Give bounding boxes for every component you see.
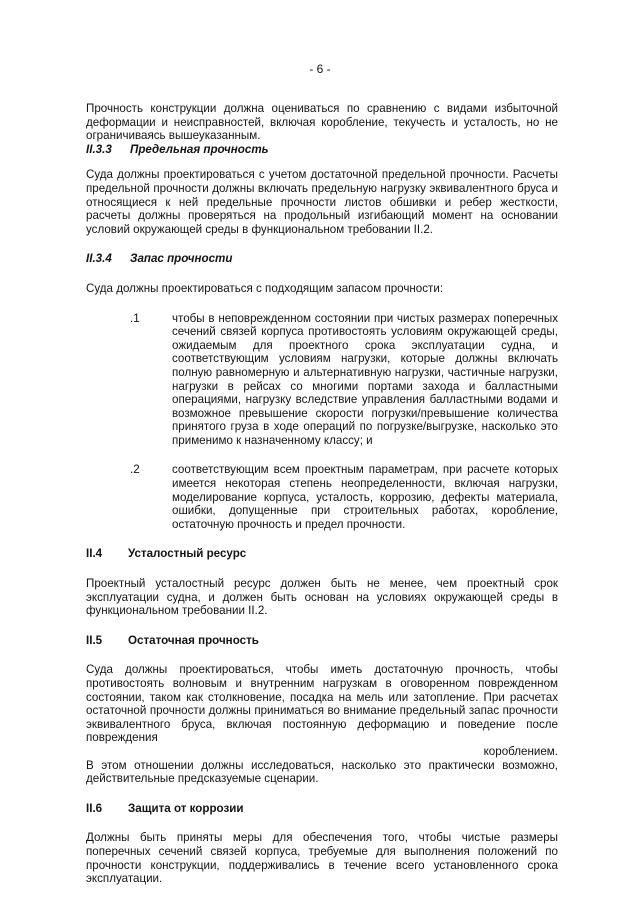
section-heading-ii-5: [86, 634, 558, 648]
safety-margin-lead: Суда должны проектироваться с подходящим запасом прочности:: [86, 281, 444, 295]
section-number: II.4: [86, 547, 103, 561]
section-number: II.3.3: [86, 142, 112, 156]
section-title: Запас прочности: [130, 252, 233, 266]
page-number: - 6 -: [309, 62, 331, 76]
section-heading-ii-6: [86, 802, 558, 816]
section-title: Остаточная прочность: [128, 633, 259, 647]
section-title: Защита от коррозии: [128, 801, 244, 815]
corrosion-protection-paragraph: Должны быть приняты меры для обеспечения того, чтобы чистые размеры поперечных сечений связей корпуса, требуемые для выполнения положений по прочности конструкции, поддерживались в течение всего установленного срока эксплуатации.: [86, 831, 558, 886]
ultimate-strength-paragraph: Суда должны проектироваться с учетом достаточной предельной прочности. Расчеты предельной прочности должны включать предельную нагрузку эквивалентного бруса и относящиеся к ней предельные прочности листов обшивки и ребер жесткости, расчеты должны проверяться на продольный изгибающий момент на основании условий окружающей среды в функциональном требовании II.2.: [86, 168, 558, 236]
document-body: [86, 102, 558, 886]
list-item-number: .2: [130, 463, 140, 477]
list-item-number: .1: [130, 311, 140, 325]
section-number: II.5: [86, 633, 103, 647]
list-item-text: чтобы в неповрежденном состоянии при чистых размерах поперечных сечений связей корпуса противостоять условиям окружающей среды, ожидаемым для проектного срока эксплуатации судна, и соответствующим условиям нагрузки, которые должны включать полную равномерную и альтернативную нагрузки, частичные нагрузки, нагрузки в рейсах со многими портами захода и балластными операциями, нагрузку вследствие управления балластными водами и возможное превышение скорости погрузки/превышение количества принятого груза в ходе операций по погрузке/выгрузке, насколько это применимо к назначенному классу; и: [172, 311, 558, 447]
list-item-text: соответствующим всем проектным параметрам, при расчете которых имеется некоторая степень неопределенности, включая нагрузки, моделирование корпуса, усталость, коррозию, дефекты материала, ошибки, допущенные при строительных работах, коробление, остаточную прочность и предел прочности.: [172, 463, 558, 531]
list-item: [86, 312, 558, 448]
fatigue-life-paragraph: Проектный усталостный ресурс должен быть не менее, чем проектный срок эксплуатации судна, и должен быть основан на условиях окружающей среды в функциональном требовании II.2.: [86, 577, 558, 618]
intro-paragraph: Прочность конструкции должна оцениваться по сравнению с видами избыточной деформации и неисправностей, включая коробление, текучесть и усталость, но не ограничиваясь вышеуказанным.: [86, 102, 558, 143]
section-heading-ii-3-3: [86, 143, 558, 157]
section-title: Предельная прочность: [130, 142, 269, 156]
residual-strength-tail: короблением.: [483, 744, 558, 758]
section-heading-ii-4: [86, 547, 558, 561]
section-number: II.6: [86, 801, 103, 815]
list-item: [86, 463, 558, 531]
residual-strength-paragraph-2: В этом отношении должны исследоваться, насколько это практически возможно, действительные предсказуемые сценарии.: [86, 758, 558, 786]
section-title: Усталостный ресурс: [128, 547, 247, 561]
section-number: II.3.4: [86, 252, 112, 266]
residual-strength-paragraph: Суда должны проектироваться, чтобы иметь достаточную прочность, чтобы противостоять волновым и внутренним нагрузкам в оговоренном поврежденном состоянии, таком как столкновение, посадка на мель или затопление. При расчетах остаточной прочности должны приниматься во внимание предельный запас прочности эквивалентного бруса, включая постоянную деформацию и поведение после повреждения: [86, 663, 558, 745]
section-heading-ii-3-4: [86, 252, 558, 266]
